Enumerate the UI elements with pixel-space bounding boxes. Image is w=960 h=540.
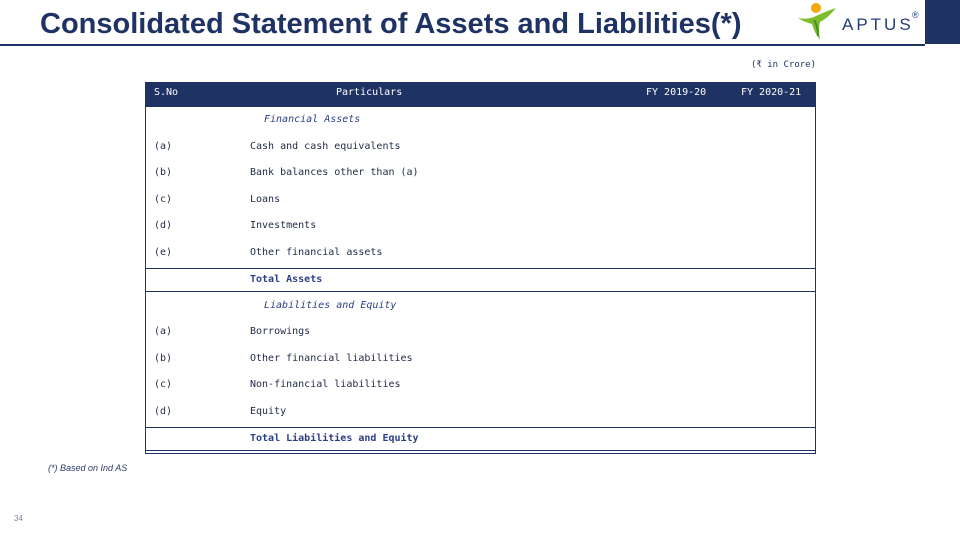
row-sno: (e) (154, 246, 173, 258)
aptus-figure-icon (792, 2, 842, 44)
col-fy1: FY 2019-20 (646, 87, 707, 98)
table-row (146, 136, 815, 160)
row-sno: (a) (154, 326, 173, 337)
row-sno: (d) (154, 220, 173, 231)
assets-liabilities-table (145, 82, 816, 454)
logo-registered-mark: ® (912, 10, 919, 20)
col-particulars: Particulars (336, 87, 403, 98)
table-row (146, 162, 815, 186)
row-particular: Other financial assets (250, 246, 383, 258)
row-particular: Borrowings (250, 326, 311, 337)
col-sno: S.No (154, 87, 179, 98)
total-label: Total Assets (250, 274, 323, 285)
page-number: 34 (14, 514, 23, 523)
col-fy2: FY 2020-21 (741, 87, 802, 98)
aptus-logo (792, 2, 922, 44)
table-row (146, 215, 815, 239)
unit-note: (₹ in Crore) (750, 60, 816, 70)
row-sno: (c) (154, 193, 173, 205)
row-particular: Equity (250, 405, 287, 417)
row-particular: Non-financial liabilities (250, 379, 401, 390)
total-row (146, 427, 815, 451)
row-particular: Bank balances other than (a) (250, 167, 419, 178)
row-sno: (b) (154, 352, 173, 364)
table-row (146, 321, 815, 345)
section-label: Financial Assets (264, 114, 361, 125)
row-particular: Investments (250, 220, 317, 231)
page-title: Consolidated Statement of Assets and Liabilities(*) (40, 8, 742, 40)
row-sno: (b) (154, 167, 173, 178)
row-sno: (a) (154, 140, 173, 152)
row-particular: Cash and cash equivalents (250, 140, 401, 152)
total-label: Total Liabilities and Equity (250, 433, 419, 444)
section-row (146, 295, 815, 319)
title-underline (0, 44, 925, 46)
table-row (146, 242, 815, 266)
brand-corner-bar (925, 0, 960, 44)
table-row (146, 401, 815, 425)
row-sno: (c) (154, 379, 173, 390)
section-row (146, 109, 815, 133)
table-row (146, 189, 815, 213)
row-particular: Loans (250, 193, 281, 205)
logo-wordmark: APTUS (842, 15, 914, 34)
row-particular: Other financial liabilities (250, 352, 413, 364)
table-header (146, 83, 815, 107)
row-sno: (d) (154, 405, 173, 417)
table-row (146, 374, 815, 398)
section-label: Liabilities and Equity (264, 299, 397, 311)
footnote: (*) Based on Ind AS (48, 463, 128, 473)
table-row (146, 348, 815, 372)
total-row (146, 268, 815, 292)
